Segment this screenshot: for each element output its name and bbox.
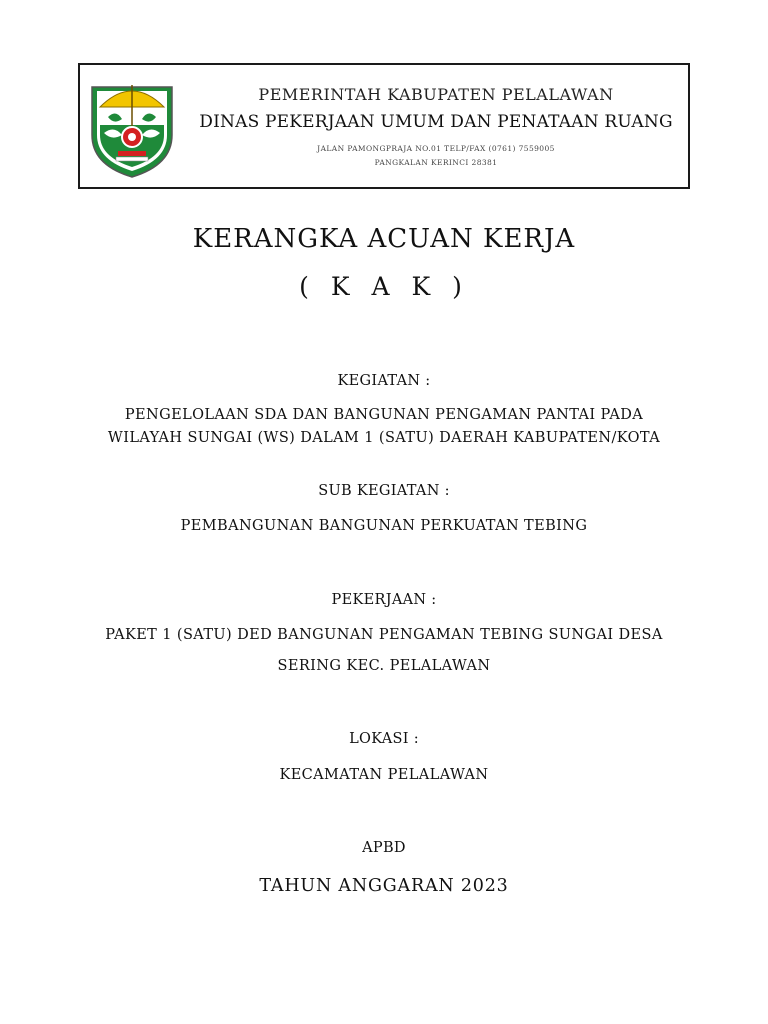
funding-source: APBD — [362, 840, 406, 856]
pekerjaan-line-1: PAKET 1 (SATU) DED BANGUNAN PENGAMAN TEBING SUNGAI DESA — [105, 627, 663, 643]
department-name: DINAS PEKERJAAN UMUM DAN PENATAAN RUANG — [199, 112, 673, 132]
pekerjaan-line-2: SERING KEC. PELALAWAN — [277, 658, 491, 674]
letterhead-text — [184, 65, 688, 187]
document-title: KERANGKA ACUAN KERJA — [192, 224, 576, 254]
sub-kegiatan-value: PEMBANGUNAN BANGUNAN PERKUATAN TEBING — [180, 518, 588, 534]
kegiatan-line-1: PENGELOLAAN SDA DAN BANGUNAN PENGAMAN PANTAI PADA — [124, 407, 644, 423]
address-line-1: JALAN PAMONGPRAJA NO.01 TELP/FAX (0761) 7559005 — [317, 144, 555, 153]
kegiatan-label: KEGIATAN : — [337, 373, 431, 389]
sub-kegiatan-label: SUB KEGIATAN : — [318, 483, 450, 499]
lokasi-label: LOKASI : — [349, 731, 419, 747]
pelalawan-emblem-icon — [86, 73, 178, 179]
pekerjaan-label: PEKERJAAN : — [331, 592, 437, 608]
government-name: PEMERINTAH KABUPATEN PELALAWAN — [258, 85, 614, 104]
lokasi-value: KECAMATAN PELALAWAN — [279, 767, 489, 783]
fiscal-year: TAHUN ANGGARAN 2023 — [259, 876, 509, 896]
kegiatan-line-2: WILAYAH SUNGAI (WS) DALAM 1 (SATU) DAERAH KABUPATEN/KOTA — [107, 430, 661, 446]
document-abbreviation: ( K A K ) — [299, 272, 469, 301]
letterhead — [78, 63, 690, 189]
address-line-2: PANGKALAN KERINCI 28381 — [374, 158, 498, 167]
regency-emblem-icon — [80, 65, 184, 187]
